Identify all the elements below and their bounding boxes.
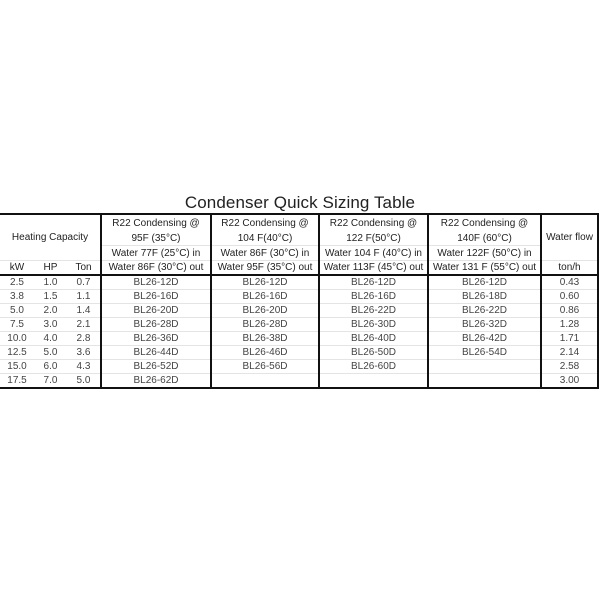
unit-ton: Ton xyxy=(67,261,101,276)
table-row xyxy=(0,290,598,304)
unit-hp: HP xyxy=(34,261,67,276)
condition-3-water-out: Water 113F (45°C) out xyxy=(319,261,428,276)
flow-cell: 2.58 xyxy=(541,360,598,374)
unit-kw: kW xyxy=(0,261,34,276)
model-cell-50c: BL26-16D xyxy=(319,290,428,304)
ton-cell: 3.6 xyxy=(67,346,101,360)
hp-cell: 4.0 xyxy=(34,332,67,346)
model-cell-40c: BL26-20D xyxy=(211,304,319,318)
condition-1-water-out: Water 86F (30°C) out xyxy=(101,261,211,276)
flow-cell: 3.00 xyxy=(541,374,598,389)
table-row xyxy=(0,360,598,374)
model-cell-60c: BL26-32D xyxy=(428,318,541,332)
model-cell-35c: BL26-28D xyxy=(101,318,211,332)
hp-cell: 6.0 xyxy=(34,360,67,374)
hp-cell: 2.0 xyxy=(34,304,67,318)
ton-cell: 4.3 xyxy=(67,360,101,374)
hp-cell: 3.0 xyxy=(34,318,67,332)
kw-cell: 5.0 xyxy=(0,304,34,318)
model-cell-50c: BL26-30D xyxy=(319,318,428,332)
hp-cell: 5.0 xyxy=(34,346,67,360)
model-cell-35c: BL26-44D xyxy=(101,346,211,360)
table-title: Condenser Quick Sizing Table xyxy=(184,193,416,212)
model-cell-60c: BL26-22D xyxy=(428,304,541,318)
model-cell-50c: BL26-50D xyxy=(319,346,428,360)
ton-cell: 2.8 xyxy=(67,332,101,346)
condition-4-water-in: Water 122F (50°C) in xyxy=(428,246,541,261)
condition-4-line1: R22 Condensing @ xyxy=(428,214,541,232)
kw-cell: 2.5 xyxy=(0,275,34,290)
water-flow-header: Water flow xyxy=(541,214,598,261)
model-cell-35c: BL26-12D xyxy=(101,275,211,290)
table-row xyxy=(0,304,598,318)
table-row xyxy=(0,374,598,389)
condition-2-water-in: Water 86F (30°C) in xyxy=(211,246,319,261)
model-cell-50c xyxy=(319,374,428,389)
model-cell-40c: BL26-38D xyxy=(211,332,319,346)
ton-cell: 0.7 xyxy=(67,275,101,290)
model-cell-35c: BL26-52D xyxy=(101,360,211,374)
condition-4-water-out: Water 131 F (55°C) out xyxy=(428,261,541,276)
condition-2-line2: 104 F(40°C) xyxy=(211,232,319,246)
kw-cell: 3.8 xyxy=(0,290,34,304)
condition-2-water-out: Water 95F (35°C) out xyxy=(211,261,319,276)
model-cell-60c xyxy=(428,374,541,389)
condition-2-line1: R22 Condensing @ xyxy=(211,214,319,232)
flow-cell: 1.28 xyxy=(541,318,598,332)
model-cell-35c: BL26-62D xyxy=(101,374,211,389)
model-cell-35c: BL26-20D xyxy=(101,304,211,318)
condition-3-line1: R22 Condensing @ xyxy=(319,214,428,232)
table-row xyxy=(0,346,598,360)
flow-cell: 0.60 xyxy=(541,290,598,304)
model-cell-40c: BL26-16D xyxy=(211,290,319,304)
table-row xyxy=(0,332,598,346)
kw-cell: 12.5 xyxy=(0,346,34,360)
model-cell-60c: BL26-18D xyxy=(428,290,541,304)
condition-1-water-in: Water 77F (25°C) in xyxy=(101,246,211,261)
model-cell-40c: BL26-56D xyxy=(211,360,319,374)
flow-cell: 1.71 xyxy=(541,332,598,346)
condition-4-line2: 140F (60°C) xyxy=(428,232,541,246)
model-cell-50c: BL26-40D xyxy=(319,332,428,346)
model-cell-35c: BL26-36D xyxy=(101,332,211,346)
ton-cell: 1.1 xyxy=(67,290,101,304)
model-cell-35c: BL26-16D xyxy=(101,290,211,304)
heating-capacity-header: Heating Capacity xyxy=(0,214,101,261)
hp-cell: 7.0 xyxy=(34,374,67,389)
model-cell-40c xyxy=(211,374,319,389)
model-cell-60c xyxy=(428,360,541,374)
table-row xyxy=(0,275,598,290)
condition-1-line2: 95F (35°C) xyxy=(101,232,211,246)
model-cell-60c: BL26-54D xyxy=(428,346,541,360)
model-cell-50c: BL26-12D xyxy=(319,275,428,290)
condition-3-line2: 122 F(50°C) xyxy=(319,232,428,246)
model-cell-40c: BL26-12D xyxy=(211,275,319,290)
water-flow-unit: ton/h xyxy=(541,261,598,276)
model-cell-40c: BL26-28D xyxy=(211,318,319,332)
kw-cell: 7.5 xyxy=(0,318,34,332)
ton-cell: 5.0 xyxy=(67,374,101,389)
model-cell-60c: BL26-12D xyxy=(428,275,541,290)
flow-cell: 2.14 xyxy=(541,346,598,360)
ton-cell: 2.1 xyxy=(67,318,101,332)
hp-cell: 1.0 xyxy=(34,275,67,290)
table-row xyxy=(0,318,598,332)
model-cell-50c: BL26-22D xyxy=(319,304,428,318)
kw-cell: 10.0 xyxy=(0,332,34,346)
condition-1-line1: R22 Condensing @ xyxy=(101,214,211,232)
condition-3-water-in: Water 104 F (40°C) in xyxy=(319,246,428,261)
flow-cell: 0.86 xyxy=(541,304,598,318)
kw-cell: 17.5 xyxy=(0,374,34,389)
condenser-sizing-table xyxy=(0,213,599,389)
flow-cell: 0.43 xyxy=(541,275,598,290)
model-cell-40c: BL26-46D xyxy=(211,346,319,360)
model-cell-50c: BL26-60D xyxy=(319,360,428,374)
hp-cell: 1.5 xyxy=(34,290,67,304)
ton-cell: 1.4 xyxy=(67,304,101,318)
kw-cell: 15.0 xyxy=(0,360,34,374)
model-cell-60c: BL26-42D xyxy=(428,332,541,346)
